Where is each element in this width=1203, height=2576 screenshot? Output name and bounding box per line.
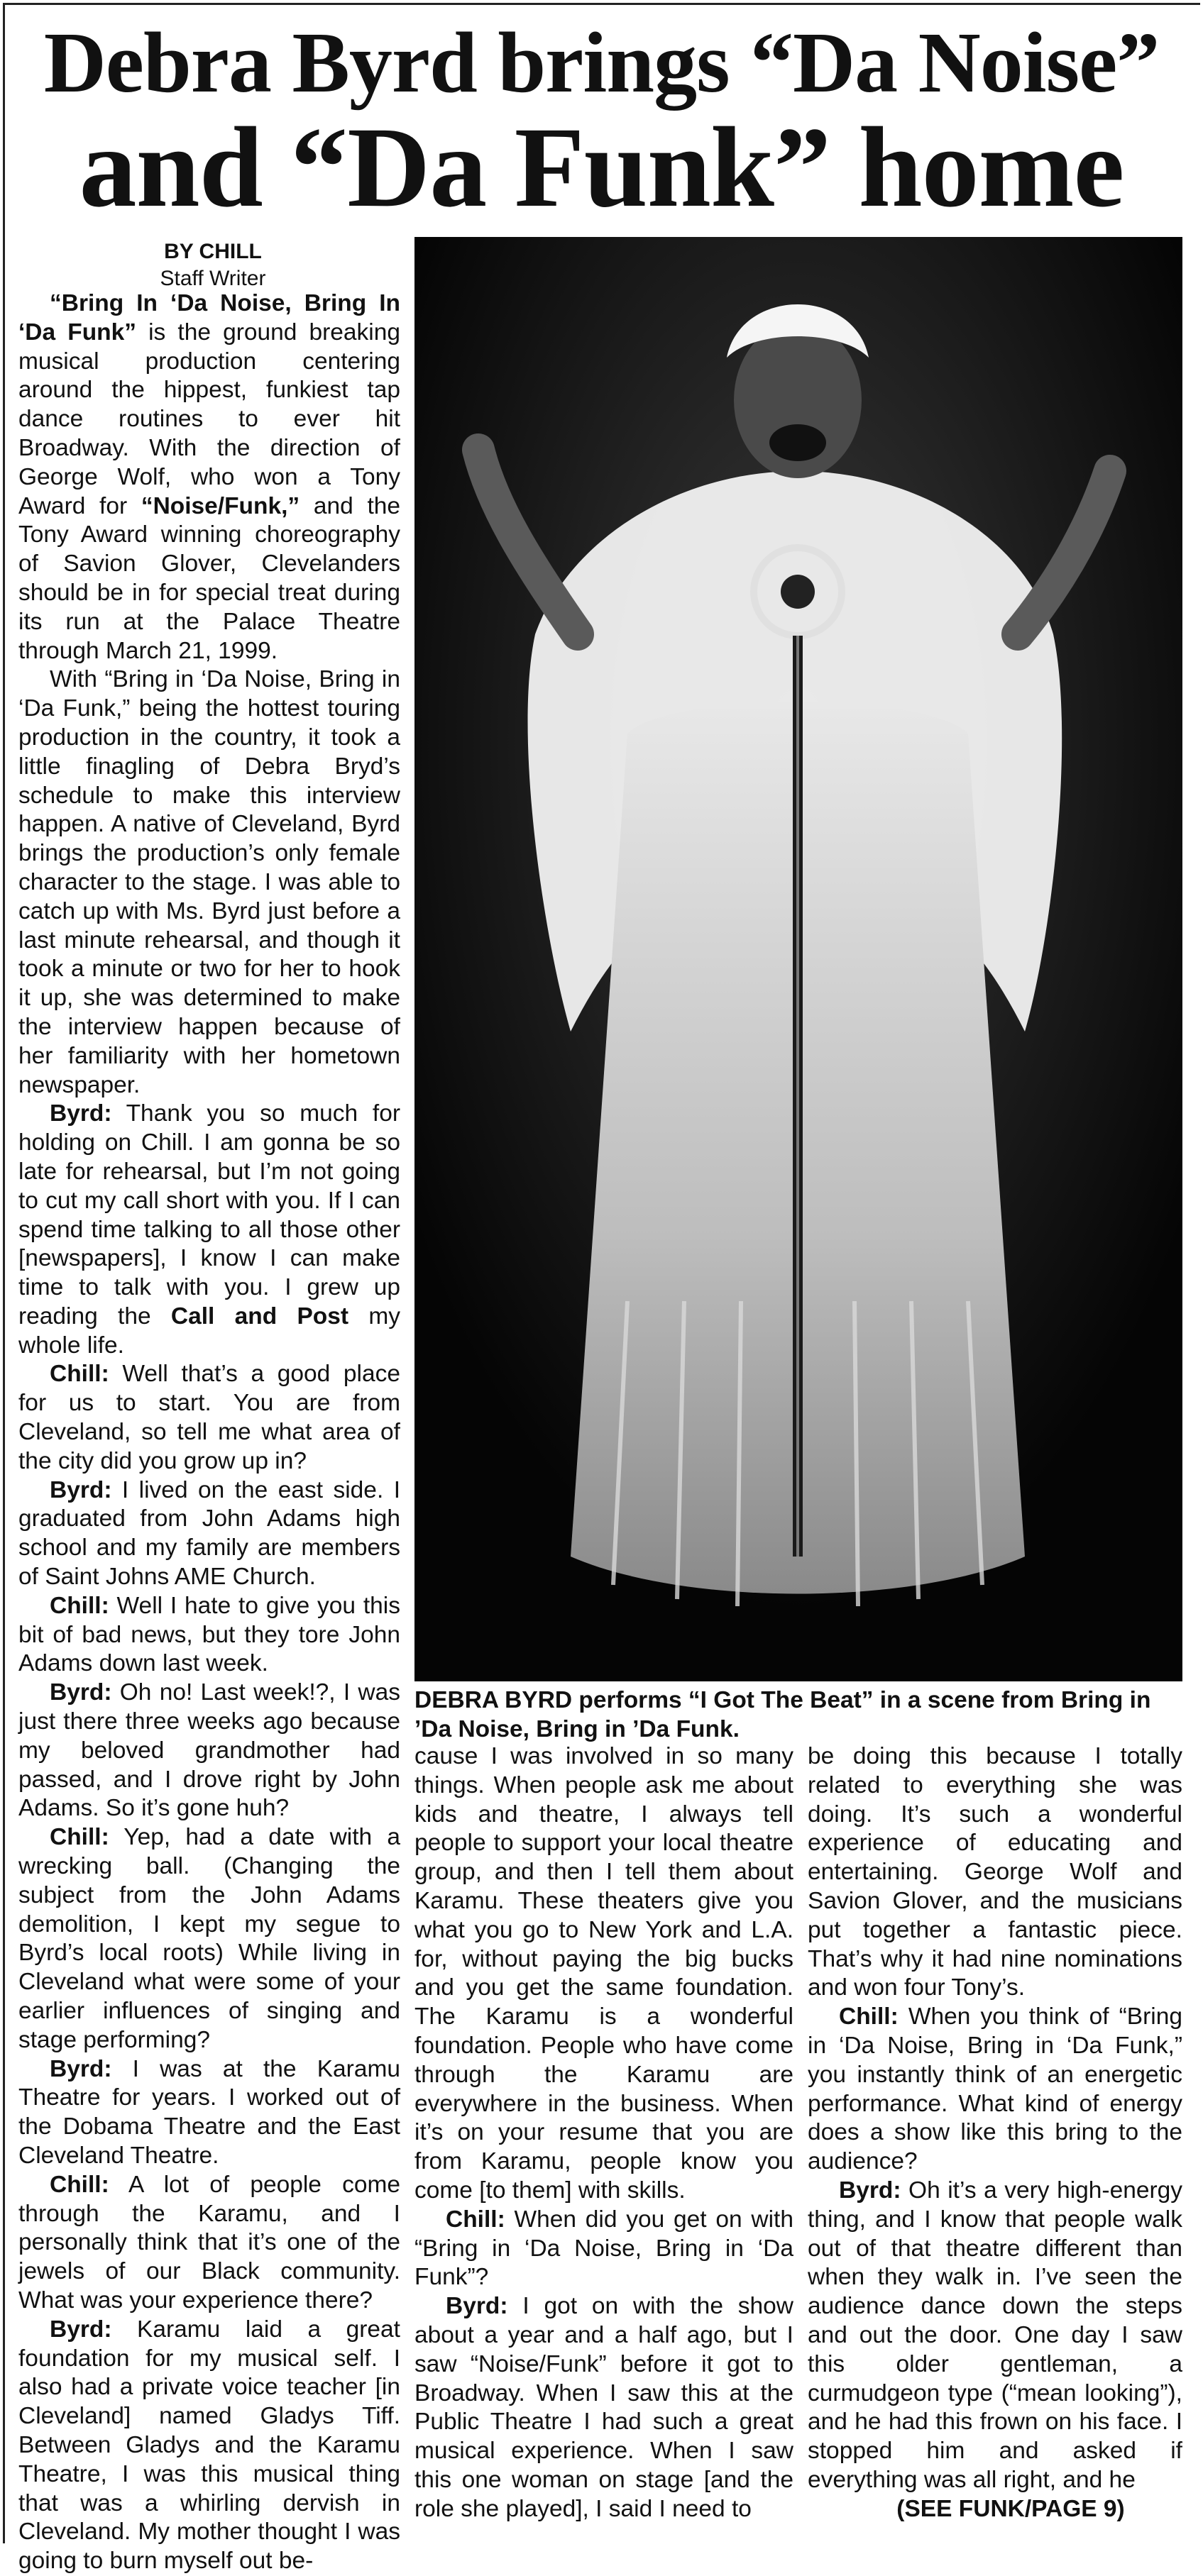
paragraph-continued-2: be doing this because I totally related to everything she was doing. It’s such a wonderful experience of educating and entertaining. George Wolf and Savion Glover, and the musicians put together a fantastic piece. That’s why it had nine nominations and won four Tony’s. [808, 1743, 1182, 2001]
paragraph-byrd-4: Byrd: I was at the Karamu Theatre for years. I worked out of the Dobama Theatre and the East Cleveland Theatre. [18, 2055, 400, 2169]
article-column-1 [18, 289, 400, 2576]
paragraph-byrd-5: Byrd: Karamu laid a great foundation for my musical self. I also had a private voice teacher [in Cleveland] named Gladys Tiff. Between Gladys and the Karamu Theatre, I was this musical thing that was a whirling dervish in Cleveland. My mother thought I was going to burn myself out be- [18, 2316, 400, 2575]
paragraph-chill-3: Chill: Yep, had a date with a wrecking ball. (Changing the subject from the John Adams demolition, I kept my segue to Byrd’s local roots) While living in Cleveland what were some of your earlier influences of singing and stage performing? [18, 1824, 400, 2053]
article-column-2 [414, 1742, 793, 2524]
paragraph-byrd-7: Byrd: Oh it’s a very high-energy thing, and I know that people walk out of that theatre different than when they walk in. I’ve seen the audience dance down the steps and out the door. One day I saw this older gentleman, a curmudgeon type (“mean looking”), and he had this frown on his face. I stopped him and asked if everything was all right, and he [808, 2177, 1182, 2493]
paragraph-byrd-6: Byrd: I got on with the show about a year and a half ago, but I saw “Noise/Funk” before it got to Broadway. When I saw this at the Public Theatre I had such a great musical experience. When I saw this one woman on stage [and the role she played], I said I need to [414, 2293, 793, 2522]
paragraph-byrd-3: Byrd: Oh no! Last week!?, I was just there three weeks ago because my beloved grandmother had passed, and I drove right by John Adams. So it’s gone huh? [18, 1679, 400, 1822]
performer-with-microphone-icon [414, 237, 1182, 1681]
paragraph-chill-2: Chill: Well I hate to give you this bit of bad news, but they tore John Adams down last week. [18, 1592, 400, 1677]
byline-role: Staff Writer [160, 267, 266, 290]
paragraph-intro: “Bring In ‘Da Noise, Bring In ‘Da Funk” is the ground breaking musical production centering around the hippest, funkiest tap dance routines to ever hit Broadway. With the direction of George Wolf, who won a Tony Award for “Noise/Funk,” and the Tony Award winning choreography of Savion Glover, Clevelanders should be in for special treat during its run at the Palace Theatre through March 21, 1999. [18, 290, 401, 664]
jump-link[interactable]: (SEE FUNK/PAGE 9) [896, 2495, 1125, 2522]
byline-author: BY CHILL [164, 240, 262, 263]
paragraph-chill-6: Chill: When you think of “Bring in ‘Da Noise, Bring in ‘Da Funk,” you instantly think of an energetic performance. What kind of energy does a show like this bring to the audience? [808, 2003, 1182, 2175]
photo-caption: DEBRA BYRD performs “I Got The Beat” in a scene from Bring in ’Da Noise, Bring in ’Da Funk. [414, 1687, 1151, 1742]
paragraph-byrd-1: Byrd: Thank you so much for holding on Chill. I am gonna be so late for rehearsal, but I’m not going to cut my call short with you. If I can spend time talking to all those other [newspapers], I know I can make time to talk with you. I grew up reading the Call and Post my whole life. [18, 1100, 400, 1359]
headline-line-1: Debra Byrd brings “Da Noise” [43, 15, 1160, 111]
paragraph-continued: cause I was involved in so many things. When people ask me about kids and theatre, I always tell people to support your local theatre group, and then I tell them about Karamu. These theaters give you what you go to New York and L.A. for, without paying the big bucks and you get the same foundation. The Karamu is a wonderful foundation. People who have come through the Karamu are everywhere in the business. When it’s on your resume that you are from Karamu, people know you come [to them] with skills. [414, 1743, 793, 2204]
headline-line-2: and “Da Funk” home [79, 104, 1124, 231]
paragraph-chill-1: Chill: Well that’s a good place for us to start. You are from Cleveland, so tell me what area of the city did you grow up in? [18, 1361, 400, 1474]
paragraph-context: With “Bring in ‘Da Noise, Bring in ‘Da Funk,” being the hottest touring production in the country, it took a little finagling of Debra Bryd’s schedule to make this interview happen. A native of Cleveland, Byrd brings the production’s only female character to the stage. I was able to catch up with Ms. Byrd just before a last minute rehearsal, and though it took a minute or two for her to hook it up, she was determined to make the interview happen because of her familiarity with her hometown newspaper. [18, 666, 400, 1098]
performer-photo [414, 237, 1182, 1681]
paragraph-chill-5: Chill: When did you get on with “Bring in ‘Da Noise, Bring in ‘Da Funk”? [414, 2206, 793, 2291]
paragraph-byrd-2: Byrd: I lived on the east side. I graduated from John Adams high school and my family are members of Saint Johns AME Church. [18, 1476, 400, 1591]
article-column-3 [808, 1742, 1182, 2524]
paragraph-chill-4: Chill: A lot of people come through the Karamu, and I personally think that it’s one of the jewels of our Black community. What was your experience there? [18, 2171, 400, 2314]
